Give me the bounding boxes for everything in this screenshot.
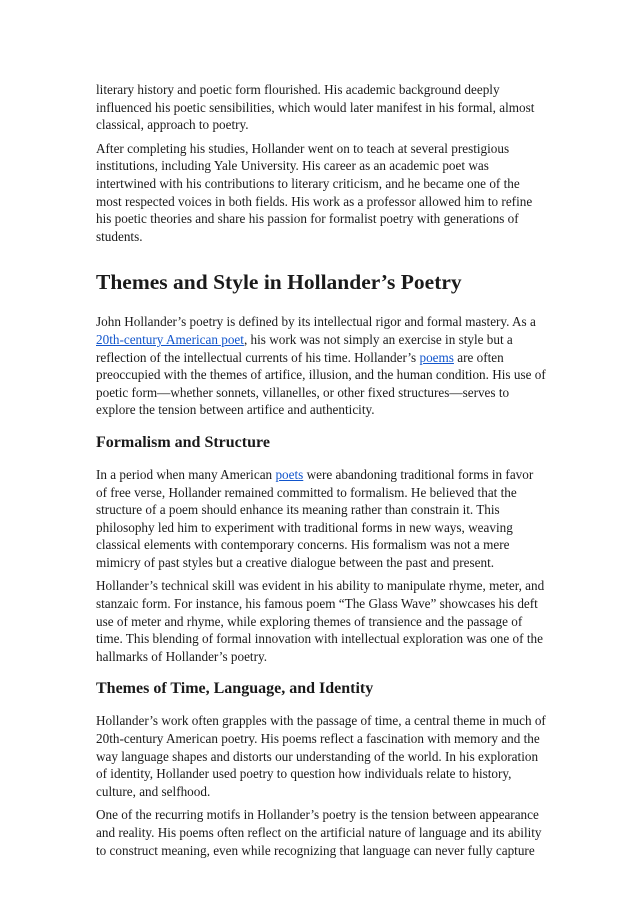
paragraph-technical-skill: Hollander’s technical skill was evident in his ability to manipulate rhyme, meter, and stanzaic form. For instance, his famous poem “The Glass Wave” showcases his deft use of meter and rhyme, while exploring themes of transience and the passage of time. This blending of formal innovation with intellectual exploration was one of the hallmarks of Hollander’s poetry.	[96, 578, 545, 664]
paragraph-formalism	[96, 466, 546, 572]
link-poems[interactable]: poems	[419, 349, 454, 365]
text-segment: John Hollander’s poetry is defined by its intellectual rigor and formal mastery. As a	[96, 314, 536, 330]
paragraph-teaching-career: After completing his studies, Hollander went on to teach at several prestigious institutions, including Yale University. His career as an academic poet was intertwined with his contributions to literary criticism, and he became one of the most respected voices in both fields. His work as a professor allowed him to refine his poetic theories and share his passion for formalist poetry with generations of students.	[96, 140, 533, 244]
heading-themes-and-style: Themes and Style in Hollander’s Poetry	[96, 270, 462, 295]
text-segment: are often preoccupied with the themes of artifice, illusion, and the human condition. His use of poetic form—whether sonnets, villanelles, or other fixed structures—serves to explore the tension between artifice and authenticity.	[96, 349, 546, 418]
heading-formalism-and-structure: Formalism and Structure	[96, 433, 270, 451]
paragraph-appearance-and-reality: One of the recurring motifs in Hollander’s poetry is the tension between appearance and reality. His poems often reflect on the artificial nature of language and its ability to construct meaning, even while recognizing that language can never fully capture	[96, 807, 542, 858]
paragraph-passage-of-time: Hollander’s work often grapples with the passage of time, a central theme in much of 20th-century American poetry. His poems reflect a fascination with memory and the way language shapes and distorts our understanding of the world. In his exploration of identity, Hollander used poetry to question how individuals relate to history, culture, and selfhood.	[96, 713, 546, 799]
paragraph-academic-background: literary history and poetic form flourished. His academic background deeply influenced his poetic sensibilities, which would later manifest in his formal, almost classical, approach to poetry.	[96, 82, 535, 133]
paragraph-themes-intro	[96, 313, 546, 419]
text-segment: In a period when many American	[96, 466, 276, 482]
heading-time-language-identity: Themes of Time, Language, and Identity	[96, 680, 374, 698]
document-page	[96, 81, 546, 865]
link-20th-century-american-poet[interactable]: 20th-century American poet	[96, 331, 244, 347]
text-segment: , his work was not simply an exercise in style but a reflection of the intellectual currents of his time. Hollander’s	[96, 331, 513, 365]
link-poets[interactable]: poets	[275, 466, 304, 482]
text-segment: were abandoning traditional forms in favor of free verse, Hollander remained committed to formalism. He believed that the structure of a poem should enhance its meaning rather than constrain it. This philosophy led him to experiment with traditional forms in new ways, weaving classical elements with contemporary concerns. His formalism was not a mere mimicry of past styles but a creative dialogue between the past and present.	[96, 466, 534, 570]
